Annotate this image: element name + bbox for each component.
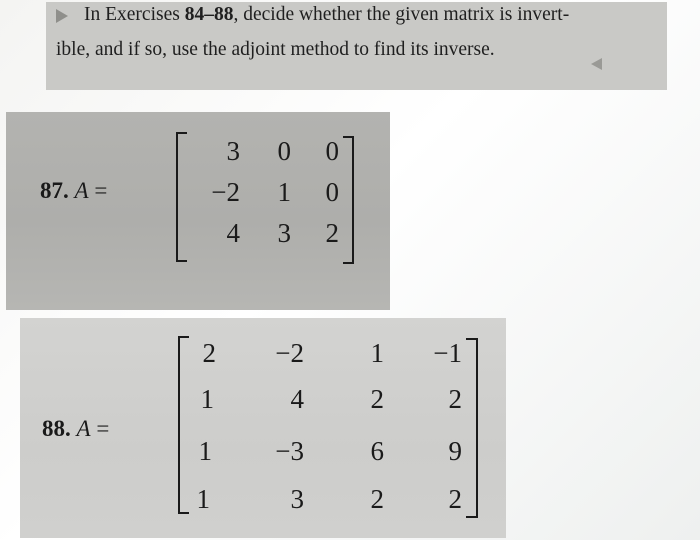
arrow-right-icon [56,9,68,23]
matrix-cell: 0 [277,136,291,166]
matrix-left-bracket [176,132,187,262]
matrix-cell: 3 [226,136,240,166]
exercise-87-label [40,178,107,204]
matrix-cell: 4 [226,218,240,248]
matrix-cell: −3 [275,436,304,466]
matrix-right-bracket [466,338,478,518]
instruction-suffix: , decide whether the given matrix is invert- [233,4,570,25]
matrix-cell: 2 [370,484,384,514]
matrix-cell: 9 [448,436,462,466]
exercise-87 [6,112,390,310]
equals-sign: = [96,416,110,441]
instruction-banner [46,2,667,90]
matrix-cell: 1 [370,338,384,368]
matrix-cell: 1 [200,384,214,414]
matrix-cell: 3 [290,484,304,514]
matrix-cell: 3 [277,218,291,248]
matrix-cell: 2 [325,218,339,248]
matrix-cell: −1 [433,338,462,368]
matrix-cell: 2 [370,384,384,414]
matrix-cell: 0 [325,136,339,166]
exercise-88 [20,318,506,538]
exercise-number: 88. [42,416,71,441]
matrix-cell: −2 [275,338,304,368]
matrix-right-bracket [343,136,354,264]
equals-sign: = [94,178,108,203]
exercise-range: 84–88 [184,4,234,25]
matrix-cell: 4 [290,384,304,414]
matrix-cell: 1 [277,177,291,207]
matrix-variable: A [76,416,91,441]
arrow-left-icon [591,58,602,70]
matrix-cell: 1 [196,484,210,514]
matrix-cell: 6 [370,436,384,466]
matrix-cell: 2 [448,484,462,514]
instruction-line-2: ible, and if so, use the adjoint method to find its inverse. [56,39,495,60]
matrix-cell: 2 [448,384,462,414]
matrix-variable: A [74,178,89,203]
instruction-prefix: In Exercises [84,4,185,25]
matrix-cell: 0 [325,177,339,207]
exercise-88-label [42,416,109,442]
matrix-cell: 1 [198,436,212,466]
matrix-cell: 2 [202,338,216,368]
exercise-number: 87. [40,178,69,203]
instruction-line-1 [84,4,569,26]
matrix-cell: −2 [211,177,240,207]
